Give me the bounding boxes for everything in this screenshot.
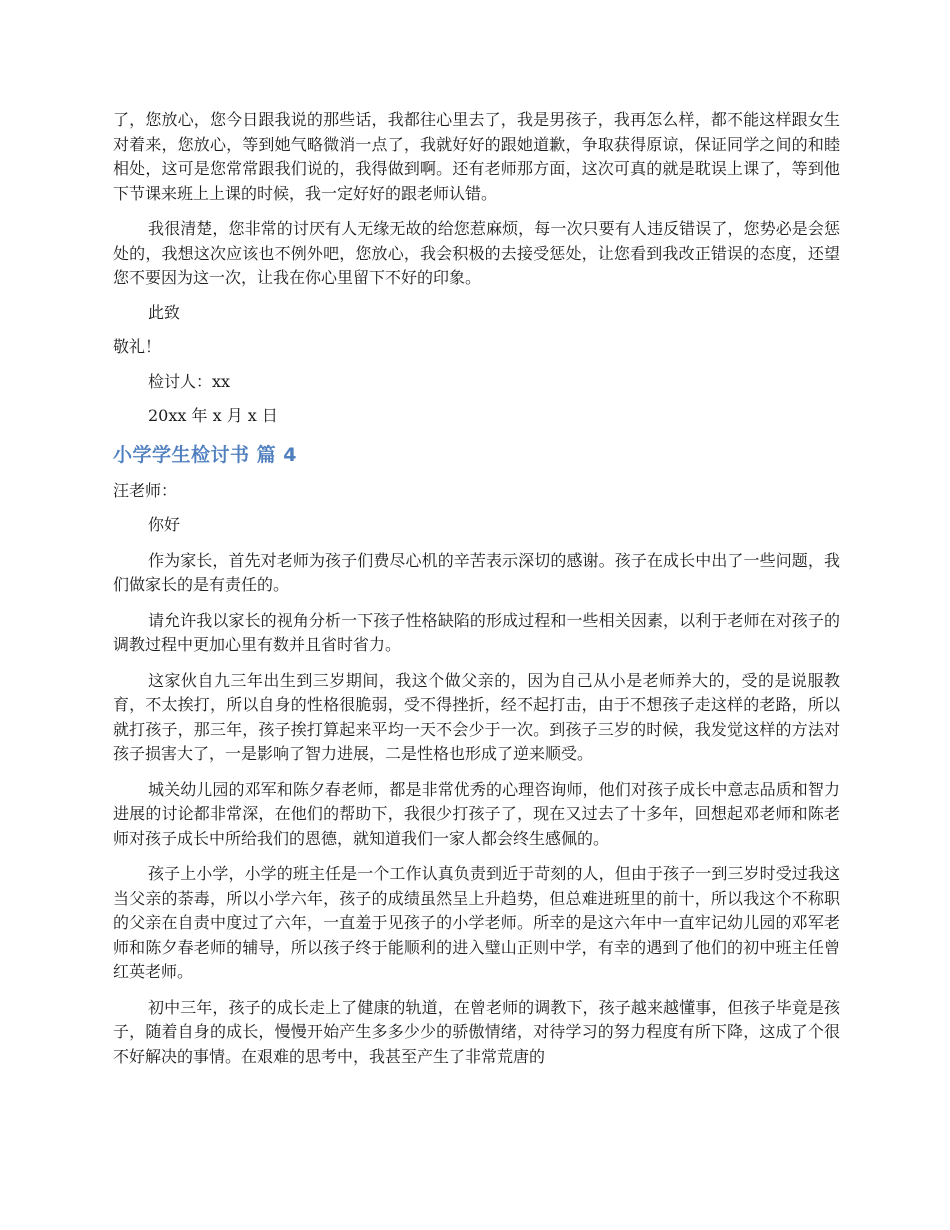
section-heading: 小学学生检讨书 篇 4 <box>113 443 297 466</box>
document-page <box>113 108 840 1069</box>
body-paragraph: 作为家长，首先对老师为孩子们费尽心机的辛苦表示深切的感谢。孩子在成长中出了一些问题，我们做家长的是有责任的。 <box>113 550 840 594</box>
greeting: 你好 <box>148 515 181 534</box>
closing-salute: 敬礼！ <box>113 337 162 356</box>
body-paragraph: 这家伙自九三年出生到三岁期间，我这个做父亲的，因为自己从小是老师养大的，受的是说服教育，不太挨打，所以自身的性格很脆弱，受不得挫折，经不起打击，由于不想孩子走这样的老路，所以就打孩子，那三年，孩子挨打算起来平均一天不会少于一次。到孩子三岁的时候，我发觉这样的方法对孩子损害大了，一是影响了智力进展，二是性格也形成了逆来顺受。 <box>113 670 840 763</box>
signer-line: 检讨人：xx <box>148 371 231 391</box>
salutation: 汪老师： <box>113 480 178 500</box>
date-line: 20xx 年 x 月 x 日 <box>148 406 278 425</box>
body-paragraph: 初中三年，孩子的成长走上了健康的轨道，在曾老师的调教下，孩子越来越懂事，但孩子毕竟是孩子，随着自身的成长，慢慢开始产生多多少少的骄傲情绪，对待学习的努力程度有所下降，这成了个很不好解决的事情。在艰难的思考中，我甚至产生了非常荒唐的 <box>113 997 840 1066</box>
body-paragraph: 请允许我以家长的视角分析一下孩子性格缺陷的形成过程和一些相关因素，以利于老师在对孩子的调教过程中更加心里有数并且省时省力。 <box>113 610 840 654</box>
body-paragraph: 城关幼儿园的邓军和陈夕春老师，都是非常优秀的心理咨询师，他们对孩子成长中意志品质和智力进展的讨论都非常深，在他们的帮助下，我很少打孩子了，现在又过去了十多年，回想起邓老师和陈老师对孩子成长中所给我们的恩德，就知道我们一家人都会终生感佩的。 <box>113 779 840 848</box>
closing-line: 此致 <box>148 302 181 322</box>
body-paragraph: 了，您放心，您今日跟我说的那些话，我都往心里去了，我是男孩子，我再怎么样，都不能这样跟女生对着来，您放心，等到她气略微消一点了，我就好好的跟她道歉，争取获得原谅，保证同学之间的和睦相处，这可是您常常跟我们说的，我得做到啊。还有老师那方面，这次可真的就是耽误上课了，等到他下节课来班上上课的时候，我一定好好的跟老师认错。 <box>113 110 840 203</box>
body-paragraph: 我很清楚，您非常的讨厌有人无缘无故的给您惹麻烦，每一次只要有人违反错误了，您势必是会惩处的，我想这次应该也不例外吧，您放心，我会积极的去接受惩处，让您看到我改正错误的态度，还望您不要因为这一次，让我在你心里留下不好的印象。 <box>113 219 840 287</box>
body-paragraph: 孩子上小学，小学的班主任是一个工作认真负责到近于苛刻的人，但由于孩子一到三岁时受过我这当父亲的荼毒，所以小学六年，孩子的成绩虽然呈上升趋势，但总难进班里的前十，所以我这个不称职的父亲在自责中度过了六年，一直羞于见孩子的小学老师。所幸的是这六年中一直牢记幼儿园的邓军老师和陈夕春老师的辅导，所以孩子终于能顺利的进入璧山正则中学，有幸的遇到了他们的初中班主任曾红英老师。 <box>113 864 840 981</box>
